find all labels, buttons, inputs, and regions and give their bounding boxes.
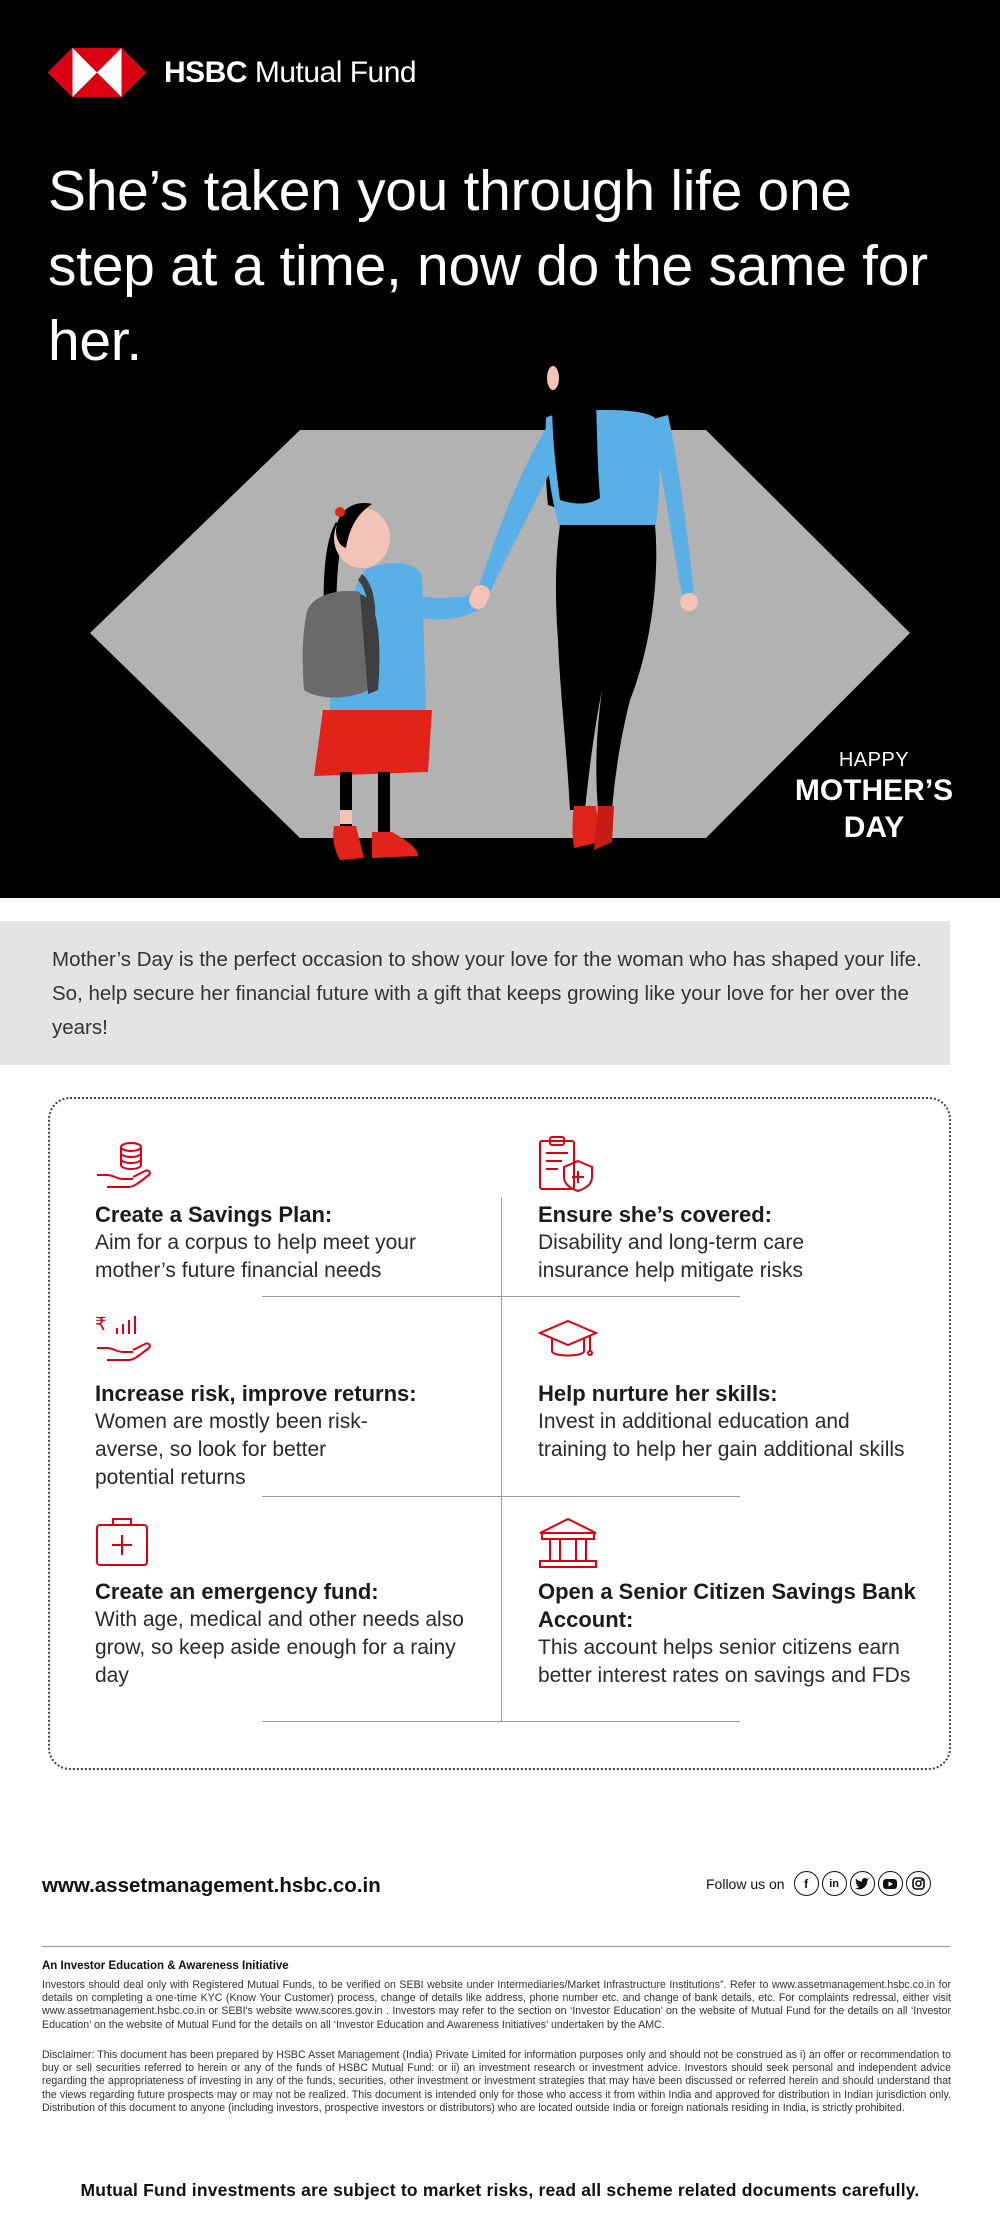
tip-body: With age, medical and other needs also grow, so keep aside enough for a rainy day: [95, 1608, 464, 1687]
brand-name: [164, 56, 416, 90]
hsbc-hexagon-logo-icon: [48, 48, 146, 97]
tip-title: Open a Senior Citizen Savings Bank Account:: [538, 1579, 916, 1632]
linkedin-icon[interactable]: in: [822, 1871, 847, 1896]
instagram-icon[interactable]: [906, 1871, 931, 1896]
disclaimer-text: Disclaimer: This document has been prepared by HSBC Asset Management (India) Private Limited for information purposes only and should not be construed as i) an offer or recommendation to buy or sell securities referred to herein or any of the funds of HSBC Mutual Fund: or ii) an investment research or investment advice. Investors should seek personal and independent advice regarding the appropriateness of investing in any of the funds, securities, other investment or investment strategies that may have been discussed or referred herein and should understand that the views regarding future prospects may or may not be realized. This document is intended only for those who access it from within India and approved for distribution in Indian jurisdiction only. Distribution of this document to anyone (including investors, prospective investors or distributors) who are located outside India or foreign nationals residing in India, is strictly prohibited.: [42, 2049, 951, 2114]
tip-title: Create a Savings Plan:: [95, 1202, 333, 1227]
graduation-cap-icon: [538, 1317, 598, 1369]
column-divider: [501, 1197, 502, 1721]
tip-title: Increase risk, improve returns:: [95, 1381, 417, 1406]
svg-text:₹: ₹: [95, 1314, 107, 1335]
tip-body: Invest in additional education and training to help her gain additional skills: [538, 1410, 905, 1461]
row-divider: [262, 1496, 740, 1497]
follow-label: Follow us on: [706, 1875, 785, 1892]
clipboard-shield-icon: [538, 1135, 598, 1193]
intro-text: Mother’s Day is the perfect occasion to show your love for the woman who has shaped your life. So, help secure her financial future with a gift that keeps growing like your love for her over the years!: [52, 948, 922, 1039]
brand-name-rest: Mutual Fund: [247, 55, 417, 89]
tip-body: Women are mostly been risk-averse, so look for better potential returns: [95, 1410, 368, 1489]
tip-title: Create an emergency fund:: [95, 1579, 379, 1604]
initiative-label: An Investor Education & Awareness Initiative: [42, 1960, 289, 1972]
hand-coins-icon: [95, 1141, 155, 1193]
website-link[interactable]: www.assetmanagement.hsbc.co.in: [42, 1874, 381, 1897]
day-text: DAY: [843, 811, 905, 844]
risk-statement: Mutual Fund investments are subject to market risks, read all scheme related documents carefully.: [80, 2180, 920, 2200]
tip-body: This account helps senior citizens earn better interest rates on savings and FDs: [538, 1636, 911, 1687]
tip-title: Help nurture her skills:: [538, 1381, 778, 1406]
brand-name-bold: HSBC: [164, 55, 248, 89]
mothers-text: MOTHER’S: [794, 774, 954, 807]
mothers-day-label: [756, 749, 992, 846]
first-aid-kit-icon: [95, 1517, 155, 1569]
happy-text: HAPPY: [838, 749, 910, 771]
row-divider: [262, 1296, 740, 1297]
hero-banner: [0, 0, 1000, 898]
tip-body: Aim for a corpus to help meet your mother’s future financial needs: [95, 1231, 416, 1282]
intro-panel: [0, 921, 950, 1065]
row-divider: [262, 1721, 740, 1722]
bank-building-icon: [538, 1517, 598, 1569]
hero-headline: She’s taken you through life one step at a time, now do the same for her.: [48, 159, 928, 373]
tip-title: Ensure she’s covered:: [538, 1202, 772, 1227]
footer-divider: [42, 1946, 950, 1947]
brand-logo[interactable]: [48, 48, 416, 97]
social-links: [706, 1871, 931, 1896]
investor-notice: Investors should deal only with Registered Mutual Funds, to be verified on SEBI website under Intermediaries/Market Infrastructure Institutions”. Refer to www.assetmanagement.hsbc.co.in for details on completing a one-time KYC (Know Your Customer) process, change of details like address, phone number etc. and change of bank details, etc. For complaints redressal, either visit www.assetmanagement.hsbc.co.in or SEBI's website www.scores.gov.in . Investors may refer to the section on ‘Investor Education’ on the website of Mutual Fund for the details on all ‘Investor Education’ on the website of Mutual Fund for the details on all ‘Investor Education and Awareness Initiatives’ undertaken by the AMC.: [42, 1979, 951, 2031]
youtube-icon[interactable]: [878, 1871, 903, 1896]
facebook-icon[interactable]: f: [794, 1871, 819, 1896]
tip-body: Disability and long-term care insurance help mitigate risks: [538, 1231, 805, 1282]
twitter-icon[interactable]: [850, 1871, 875, 1896]
tips-card: [48, 1097, 951, 1770]
rupee-growth-hand-icon: [95, 1314, 155, 1366]
